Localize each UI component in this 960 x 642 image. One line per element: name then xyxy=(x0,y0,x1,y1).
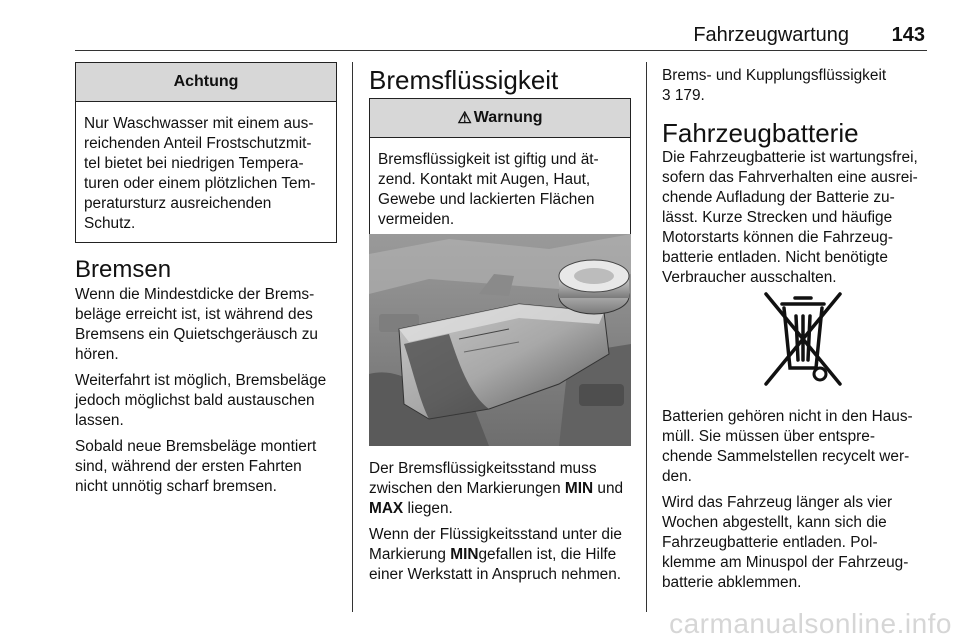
paragraph: Weiterfahrt ist möglich, Bremsbeläge jedoch möglichst bald austauschen lassen. xyxy=(75,372,327,429)
warning-title: ⚠ Warnung xyxy=(370,99,630,138)
notice-title: Achtung xyxy=(76,63,336,102)
paragraph: Wird das Fahrzeug länger als vier Wochen abgestellt, kann sich die Fahrzeugbatterie entladen. Pol- klemme am Minuspol der Fahrzeug- batterie abklemmen. xyxy=(662,494,909,591)
right-text-bottom xyxy=(662,407,932,599)
cross-reference: Brems- und Kupplungsflüssigkeit 3 179. xyxy=(662,67,887,104)
middle-column xyxy=(369,62,631,239)
page-ref-arrow-icon: 3 xyxy=(662,87,671,104)
heading-bremsfluessigkeit: Bremsflüssigkeit xyxy=(369,65,559,95)
paragraph: Sobald neue Bremsbeläge montiert sind, während der ersten Fahrten nicht unnötig scharf bremsen. xyxy=(75,438,317,495)
reservoir-illustration xyxy=(369,234,631,446)
brake-fluid-reservoir-photo xyxy=(369,234,631,446)
min-marking: MIN xyxy=(450,546,479,563)
paragraph: Der Bremsflüssigkeitsstand muss zwischen den Markierungen MIN und MAX liegen. xyxy=(369,460,624,517)
section-title: Fahrzeugwartung xyxy=(693,24,849,46)
heading-bremsen: Bremsen xyxy=(75,256,172,283)
column-divider-1 xyxy=(352,62,353,612)
page-header xyxy=(75,22,927,51)
warning-box xyxy=(369,98,631,239)
crossed-out-bin-icon xyxy=(760,288,846,388)
warning-text: Bremsflüssigkeit ist giftig und ät- zend. Kontakt mit Augen, Haut, Gewebe und lackierten Flächen vermeiden. xyxy=(378,151,599,228)
heading-fahrzeugbatterie: Fahrzeugbatterie xyxy=(662,118,859,148)
paragraph: Wenn der Flüssigkeitsstand unter die Markierung MINgefallen ist, die Hilfe einer Werkstatt in Anspruch nehmen. xyxy=(369,526,622,583)
paragraph: Die Fahrzeugbatterie ist wartungsfrei, sofern das Fahrverhalten eine ausrei- chende Aufladung der Batterie zu- lässt. Kurze Strecken und häufige Motorstarts können die Fahrzeug- batterie entladen. Nicht benötigte Verbraucher ausschalten. xyxy=(662,149,918,286)
right-column xyxy=(662,66,932,294)
paragraph: Wenn die Mindestdicke der Brems- beläge erreicht ist, ist während des Bremsens ein Quietschgeräusch zu hören. xyxy=(75,286,318,363)
max-marking: MAX xyxy=(369,500,404,517)
warning-icon: ⚠ xyxy=(457,110,472,127)
column-divider-2 xyxy=(646,62,647,612)
page-number: 143 xyxy=(891,24,925,46)
page-ref-link[interactable]: 179. xyxy=(674,87,705,104)
notice-text: Nur Waschwasser mit einem aus- reichenden Anteil Frostschutzmit- tel bietet bei niedrigen Tempera- turen oder einem plötzlichen Tem- peratursturz ausreichenden Schutz. xyxy=(84,115,316,232)
middle-text xyxy=(369,459,637,591)
min-marking: MIN xyxy=(564,480,594,497)
left-column xyxy=(75,62,337,503)
notice-box xyxy=(75,62,337,243)
watermark: carmanualsonline.info xyxy=(669,608,952,639)
paragraph: Batterien gehören nicht in den Haus- müll. Sie müssen über entspre- chende Sammelstellen recycelt wer- den. xyxy=(662,408,913,485)
